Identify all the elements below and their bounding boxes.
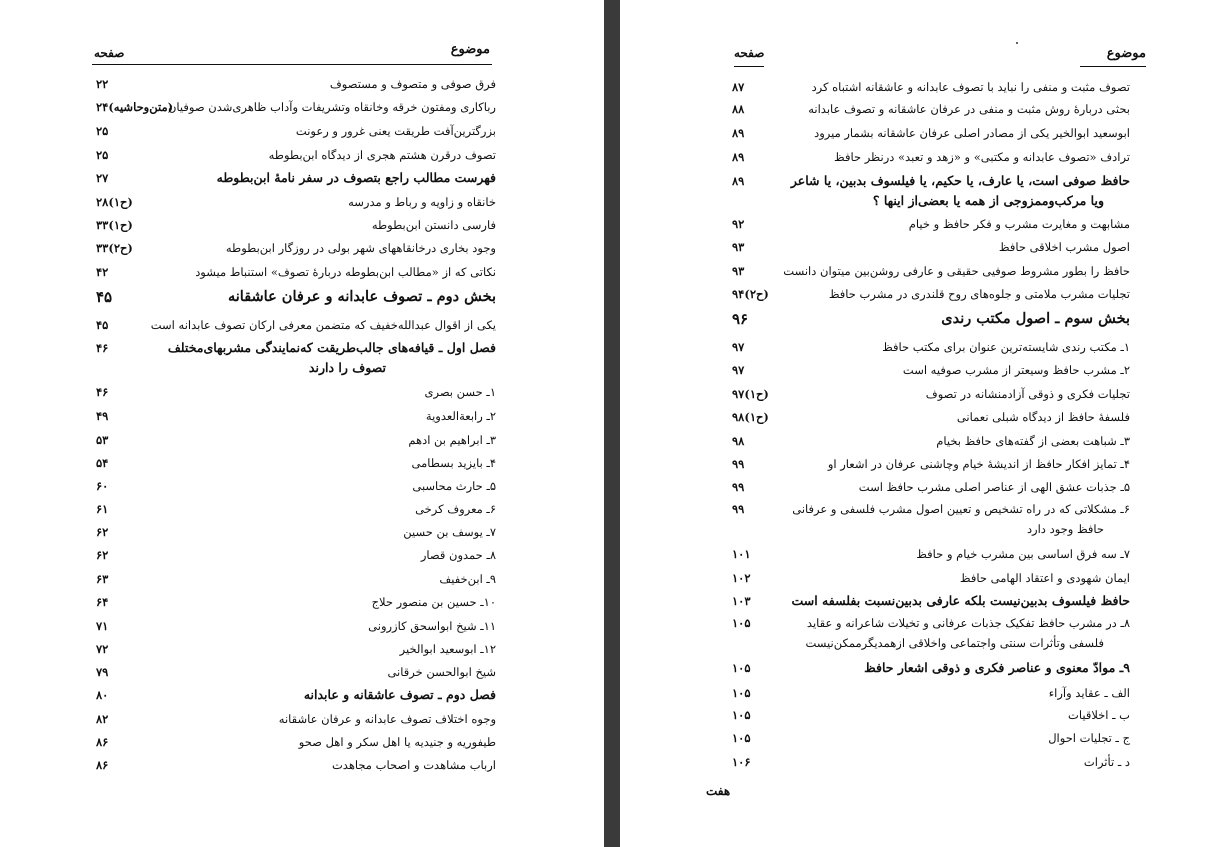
toc-entry-page: ۸۹ (732, 174, 745, 188)
toc-entry-page: ۱۰۲ (732, 571, 751, 585)
toc-entry (0, 146, 604, 168)
toc-entry-title: ۷ـ سه فرق اساسی بین مشرب خیام و حافظ (916, 547, 1130, 561)
toc-entry (0, 733, 604, 755)
toc-entry (0, 288, 604, 310)
toc-entry (0, 98, 604, 120)
toc-entry (620, 285, 1226, 307)
toc-entry-title: ۳ـ شباهت بعضی از گفته‌های حافظ بخیام (936, 434, 1130, 448)
left-header-subject: موضوع (450, 42, 490, 57)
toc-entry-title: ۱ـ حسن بصری (424, 385, 496, 399)
toc-entry-page: ۱۰۵ (732, 661, 751, 675)
toc-entry-title: رباکاری ومفتون خرقه وخانقاه وتشریفات وآداب ظاهری‌شدن صوفیان (167, 100, 496, 114)
toc-entry-title: فرق صوفی و متصوف و مستصوف (329, 77, 496, 91)
toc-entry-title: فلسفهٔ حافظ از دیدگاه شبلی نعمانی (956, 410, 1130, 424)
toc-entry-title: تصوف مثبت و منفی را نباید با تصوف عابدانه و عاشقانه اشتباه کرد (811, 80, 1130, 94)
toc-entry-page: ۹۸ (732, 434, 745, 448)
toc-entry-page: ۴۶ (96, 385, 109, 399)
toc-entry-title: فصل اول ـ قیافه‌های جالب‌طریقت که‌نمایندگی مشربهای‌مختلف (167, 340, 496, 355)
toc-entry-title: ترادف «تصوف عابدانه و مکتبی» و «زهد و تعبد» درنظر حافظ (834, 150, 1130, 164)
toc-entry-title: بحثی دربارهٔ روش مثبت و منفی در عرفان عاشقانه و تصوف عابدانه (808, 102, 1130, 116)
toc-entry-page: ۱۰۱ (732, 547, 751, 561)
toc-entry-page: (متن‌وحاشیه)۲۴ (96, 100, 174, 114)
toc-entry (0, 216, 604, 238)
toc-entry-page: ۲۵ (96, 148, 109, 162)
toc-entry-page: ۱۰۶ (732, 755, 751, 769)
toc-entry-title: فهرست مطالب راجع بتصوف در سفر نامهٔ ابن‌بطوطه (216, 170, 496, 185)
toc-entry-page: ۸۲ (96, 712, 109, 726)
toc-entry-page: ۸۰ (96, 688, 109, 702)
toc-entry-title-continued: فلسفی وتأثرات سنتی واجتماعی واخلاقی ازهمدیگرممکن‌نیست (805, 636, 1104, 650)
toc-entry-title: حافظ را بطور مشروط صوفیی حقیقی و عارفی روشن‌بین میتوان دانست (783, 264, 1130, 278)
toc-entry (620, 659, 1226, 681)
page-folio: هفت (706, 784, 731, 798)
toc-entry-title: ۷ـ یوسف بن حسین (403, 525, 496, 539)
toc-entry-page: ۷۲ (96, 642, 109, 656)
toc-entry-page: ۶۴ (96, 595, 109, 609)
toc-entry-title: نکاتی که از «مطالب ابن‌بطوطه دربارهٔ تصوف» استنباط میشود (195, 265, 496, 279)
toc-entry (0, 169, 604, 191)
toc-entry-title: ۸ـ در مشرب حافظ تفکیک جذبات عرفانی و تخیلات شاعرانه و عقاید (806, 616, 1130, 630)
toc-entry (0, 546, 604, 568)
toc-entry-page: ۹۲ (732, 217, 745, 231)
toc-entry-title: طیفوریه و جنیدیه یا اهل سکر و اهل صحو (298, 735, 496, 749)
toc-entry-title: د ـ تأثرات (1083, 755, 1130, 769)
left-header-rule (92, 64, 492, 65)
toc-entry (620, 684, 1226, 706)
toc-entry-page: ۹۹ (732, 502, 745, 516)
toc-entry-page: ۲۲ (96, 77, 109, 91)
toc-entry-title: تجلیات مشرب ملامتی و جلوه‌های روح قلندری در مشرب حافظ (828, 287, 1130, 301)
toc-entry-page: (ح۲)۳۳ (96, 241, 133, 255)
toc-entry-page: ۲۵ (96, 124, 109, 138)
toc-entry-title: الف ـ عقاید وآراء (1048, 686, 1130, 700)
toc-entry (620, 545, 1226, 567)
toc-entry (620, 148, 1226, 170)
toc-entry (620, 172, 1226, 208)
toc-entry-title: مشابهت و مغایرت مشرب و فکر حافظ و خیام (908, 217, 1130, 231)
toc-entry-title: خانقاه و زاویه و رباط و مدرسه (348, 195, 496, 209)
toc-entry (620, 78, 1226, 100)
toc-entry-title: ایمان شهودی و اعتقاد الهامی حافظ (959, 571, 1130, 585)
toc-entry-page: ۲۷ (96, 171, 109, 185)
toc-entry-title: بزرگترین‌آفت طریقت یعنی غرور و رعونت (295, 124, 496, 138)
toc-entry-title: ۴ـ بایزید بسطامی (411, 456, 496, 470)
toc-entry-page: ۴۹ (96, 409, 109, 423)
toc-entry (0, 431, 604, 453)
toc-entry-page: ۵۳ (96, 433, 109, 447)
toc-entry-title: ۹ـ موادّ معنوی و عناصر فکری و ذوقی اشعار حافظ (864, 660, 1130, 675)
toc-entry-title: ۲ـ مشرب حافظ وسیعتر از مشرب صوفیه است (902, 363, 1130, 377)
toc-entry-page: ۶۰ (96, 479, 109, 493)
toc-entry-title: ابوسعید ابوالخیر یکی از مصادر اصلی عرفان عاشقانه بشمار میرود (814, 126, 1130, 140)
right-page (620, 0, 1226, 847)
toc-entry (620, 338, 1226, 360)
toc-entry (620, 385, 1226, 407)
left-page (0, 0, 604, 847)
toc-entry-title: یکی از اقوال عبدالله‌خفیف که متضمن معرفی ارکان تصوف عابدانه است (150, 318, 496, 332)
toc-entry-page: (ح۱)۲۸ (96, 195, 133, 209)
toc-entry-title: ۸ـ حمدون قصار (420, 548, 496, 562)
toc-entry-title: فارسی دانستن ابن‌بطوطه (371, 218, 496, 232)
toc-entry (0, 710, 604, 732)
toc-entry (0, 640, 604, 662)
toc-entry-title: حافظ فیلسوف بدبین‌نیست بلکه عارفی بدبین‌نسبت بفلسفه است (791, 593, 1130, 608)
right-header-subject: موضوع (1106, 46, 1146, 61)
toc-entry (620, 432, 1226, 454)
toc-entry-page: ۹۷ (732, 363, 745, 377)
toc-entry-title: ۱۲ـ ابوسعید ابوالخیر (399, 642, 496, 656)
toc-entry-page: ۸۸ (732, 102, 745, 116)
toc-entry-page: ۷۱ (96, 619, 109, 633)
toc-entry (620, 361, 1226, 383)
toc-entry (620, 262, 1226, 284)
toc-entry-title: ۱۰ـ حسین بن منصور حلاج (371, 595, 496, 609)
toc-entry (620, 592, 1226, 614)
toc-entry-title: ۶ـ معروف کرخی (415, 502, 496, 516)
toc-entry (620, 238, 1226, 260)
toc-entry-page: ۸۶ (96, 735, 109, 749)
toc-entry-title: ۲ـ رابعة‌العدویة (425, 409, 496, 423)
toc-entry-page: (ح۲)۹۴ (732, 287, 769, 301)
toc-entry-page: ۱۰۳ (732, 594, 751, 608)
toc-entry-page: ۹۷ (732, 340, 745, 354)
toc-entry (620, 614, 1226, 650)
toc-entry (620, 408, 1226, 430)
toc-entry (620, 310, 1226, 332)
toc-entry (620, 706, 1226, 728)
toc-entry-title: وجود بخاری درخانقاههای شهر بولی در روزگار ابن‌بطوطه (225, 241, 496, 255)
toc-entry (0, 239, 604, 261)
toc-entry-title: فصل دوم ـ تصوف عاشقانه و عابدانه (303, 687, 496, 702)
toc-entry (620, 500, 1226, 536)
toc-entry-page: ۹۳ (732, 240, 745, 254)
toc-entry (0, 686, 604, 708)
toc-entry-title: ۱۱ـ شیخ ابواسحق کازرونی (368, 619, 496, 633)
toc-entry-page: ۶۱ (96, 502, 109, 516)
toc-entry-page: ۶۲ (96, 525, 109, 539)
toc-entry-title: ۶ـ مشکلاتی که در راه تشخیص و تعیین اصول مشرب فلسفی و عرفانی (792, 502, 1130, 516)
toc-entry-page: (ح۱)۹۷ (732, 387, 769, 401)
toc-entry-title: تصوف درقرن هشتم هجری از دیدگاه ابن‌بطوطه (268, 148, 496, 162)
toc-entry-title: اصول مشرب اخلاقی حافظ (998, 240, 1130, 254)
toc-entry-title: بخش دوم ـ تصوف عابدانه و عرفان عاشقانه (227, 288, 496, 305)
toc-entry-title-continued: تصوف را دارند (308, 360, 386, 375)
toc-entry-title: بخش سوم ـ اصول مکتب رندی (941, 310, 1130, 327)
toc-entry-page: ۸۹ (732, 126, 745, 140)
toc-entry (0, 523, 604, 545)
toc-entry-page: ۴۵ (96, 318, 109, 332)
right-header-rule-2 (1080, 66, 1146, 67)
toc-entry (620, 478, 1226, 500)
toc-entry-page: (ح۱)۹۸ (732, 410, 769, 424)
toc-entry-title: شیخ ابوالحسن خرقانی (387, 665, 496, 679)
toc-entry-title: ج ـ تجلیات احوال (1048, 731, 1130, 745)
toc-entry-page: ۶۳ (96, 572, 109, 586)
toc-entry-title: حافظ صوفی است، یا عارف، یا حکیم، یا فیلسوف بدبین، یا شاعر (790, 173, 1130, 188)
toc-entry-page: ۱۰۵ (732, 731, 751, 745)
toc-entry (0, 263, 604, 285)
toc-entry (620, 753, 1226, 775)
toc-entry (0, 454, 604, 476)
toc-entry-page: ۴۲ (96, 265, 109, 279)
toc-entry-title: ۵ـ جذبات عشق الهی از عناصر اصلی مشرب حافظ است (858, 480, 1130, 494)
toc-entry-page: ۴۶ (96, 341, 109, 355)
toc-entry (620, 124, 1226, 146)
toc-entry-page: ۱۰۵ (732, 708, 751, 722)
toc-entry-title: ب ـ اخلاقیات (1068, 708, 1130, 722)
toc-entry-title: ۳ـ ابراهیم بن ادهم (408, 433, 496, 447)
toc-entry-title: ۱ـ مکتب رندی شایسته‌ترین عنوان برای مکتب حافظ (882, 340, 1130, 354)
toc-entry (0, 122, 604, 144)
toc-entry-title-continued: حافظ وجود دارد (1026, 522, 1104, 536)
toc-entry (0, 316, 604, 338)
toc-entry (0, 383, 604, 405)
toc-entry-title: ۴ـ تمایز افکار حافظ از اندیشهٔ خیام وچاشنی عرفان در اشعار او (827, 457, 1130, 471)
toc-entry-title: ۵ـ حارث محاسبی (412, 479, 496, 493)
toc-entry (0, 477, 604, 499)
toc-entry-page: ۹۹ (732, 480, 745, 494)
toc-entry-page: ۸۷ (732, 80, 745, 94)
toc-entry (620, 729, 1226, 751)
toc-entry (0, 663, 604, 685)
toc-entry-page: ۷۹ (96, 665, 109, 679)
right-header-rule (734, 66, 764, 67)
left-header-page: صفحه (94, 46, 125, 60)
toc-entry-title: ارباب مشاهدت و اصحاب مجاهدت (331, 758, 496, 772)
right-header-page: صفحه (734, 46, 765, 60)
toc-entry (0, 756, 604, 778)
toc-entry-title: ۹ـ ابن‌خفیف (439, 572, 496, 586)
toc-entry (0, 570, 604, 592)
book-spine (604, 0, 620, 847)
toc-entry-page: (ح۱)۳۳ (96, 218, 133, 232)
toc-entry (0, 500, 604, 522)
toc-entry (620, 215, 1226, 237)
toc-entry-title: تجلیات فکری و ذوقی آزادمنشانه در تصوف (925, 387, 1130, 401)
toc-entry-page: ۸۶ (96, 758, 109, 772)
toc-entry-page: ۱۰۵ (732, 686, 751, 700)
toc-entry-page: ۹۶ (732, 310, 749, 328)
toc-entry-page: ۱۰۵ (732, 616, 751, 630)
toc-entry-page: ۹۳ (732, 264, 745, 278)
toc-entry (620, 569, 1226, 591)
toc-entry-page: ۹۹ (732, 457, 745, 471)
toc-entry-page: ۴۵ (96, 288, 113, 306)
toc-entry (0, 593, 604, 615)
toc-entry (0, 193, 604, 215)
toc-entry-page: ۸۹ (732, 150, 745, 164)
toc-entry (0, 407, 604, 429)
toc-entry (0, 617, 604, 639)
toc-entry (620, 455, 1226, 477)
toc-entry-page: ۵۴ (96, 456, 109, 470)
toc-entry (0, 75, 604, 97)
toc-entry-title: وجوه اختلاف تصوف عابدانه و عرفان عاشقانه (278, 712, 496, 726)
stray-mark (1016, 42, 1018, 44)
toc-entry (620, 100, 1226, 122)
toc-entry (0, 339, 604, 375)
toc-entry-page: ۶۲ (96, 548, 109, 562)
toc-entry-title-continued: ویا مرکب‌وممزوجی از همه یا بعضی‌از اینها ؟ (872, 193, 1104, 208)
